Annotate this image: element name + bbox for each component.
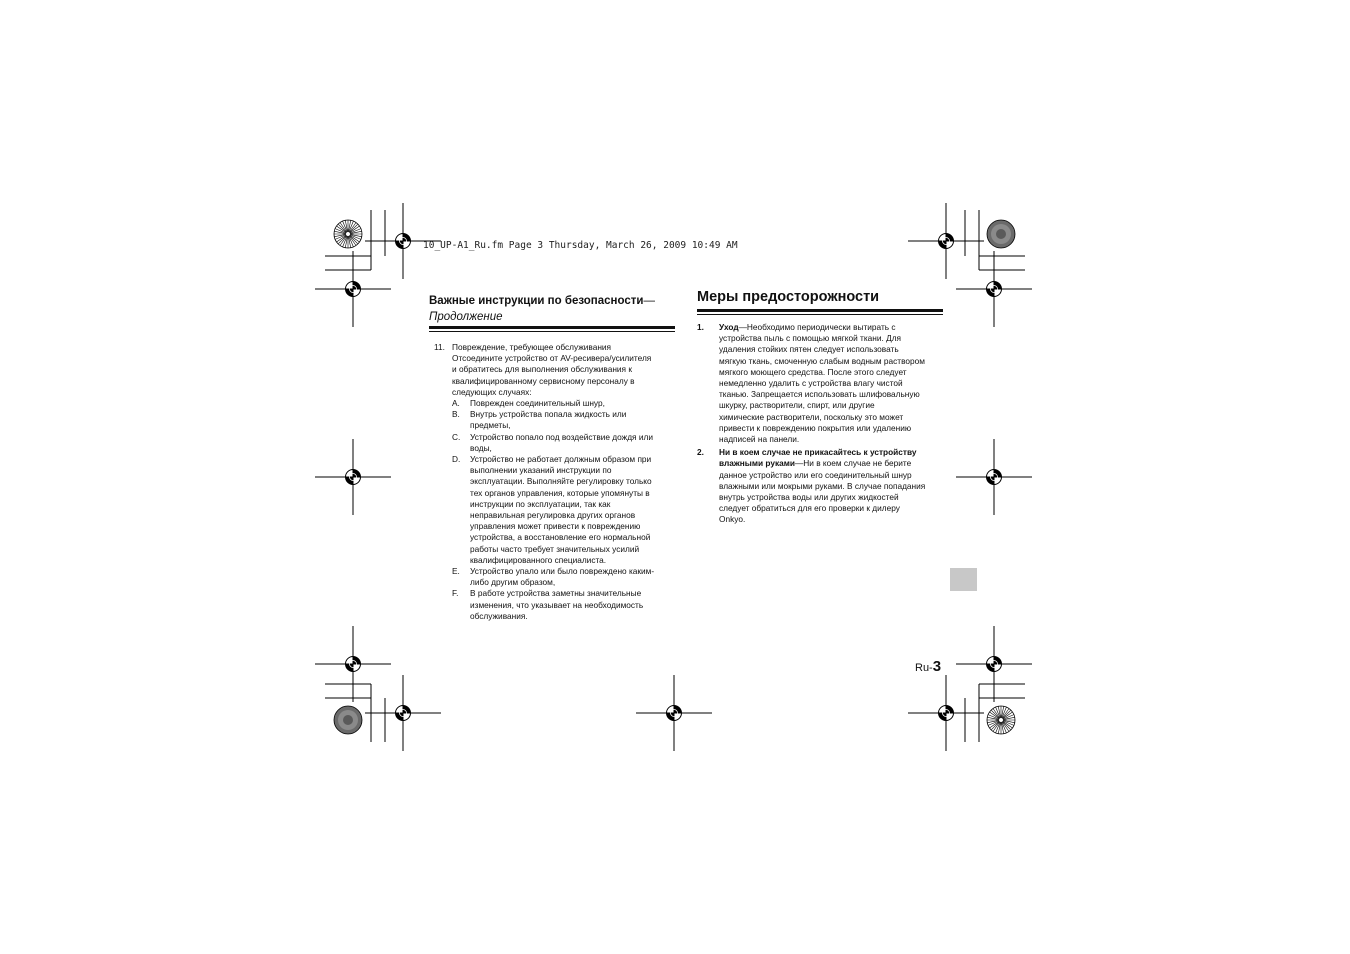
subitem-line: обслуживания. — [470, 610, 528, 621]
item-line: —Ни в коем случае не берите — [794, 458, 912, 469]
subitem-letter: F. — [452, 588, 459, 599]
left-title-rule-thick — [429, 326, 675, 329]
page-number-value: 3 — [932, 658, 942, 675]
subitem-line: либо другим образом, — [470, 577, 556, 588]
page-prefix: Ru- — [915, 662, 933, 674]
item-line: удаления стойких пятен следует использовать — [719, 344, 899, 355]
item-first-line — [719, 447, 925, 458]
item-line: привести к повреждению покрытия или удалению — [719, 422, 912, 433]
subitem-line: Устройство попало под воздействие дождя или — [470, 431, 653, 442]
item-line: следует обратиться для его проверки к дилеру — [719, 503, 900, 514]
item-lead: влажными руками — [719, 458, 795, 469]
subitem-d — [452, 454, 654, 566]
subitem-line: предметы, — [470, 420, 511, 431]
right-title-rule-thin — [697, 314, 943, 315]
item-body — [719, 447, 925, 525]
item-first-line — [719, 322, 925, 333]
item-line: следующих случаях: — [452, 386, 532, 397]
item-second-line — [719, 458, 925, 469]
service-instructions-list — [434, 342, 674, 622]
subitem-line: Внутрь устройства попала жидкость или — [470, 409, 627, 420]
item-number: 2. — [697, 447, 704, 458]
section-thumb-tab — [950, 568, 977, 591]
left-section-title — [429, 293, 675, 325]
subitem-letter: A. — [452, 398, 460, 409]
subitem-letter: B. — [452, 409, 460, 420]
subitem-line: неправильная регулировка других органов — [470, 510, 636, 521]
item-number: 11. — [434, 342, 445, 352]
item-line: влажными или мокрыми руками. В случае попадания — [719, 480, 926, 491]
subitem-line: квалифицированного специалиста. — [470, 554, 607, 565]
subitem-c — [452, 432, 654, 454]
item-line: Отсоедините устройство от AV-ресивера/усилителя — [452, 353, 652, 364]
item-line: шкурку, растворители, спирт, или другие — [719, 400, 875, 411]
item-lead: Уход — [719, 322, 739, 332]
item-lead: Ни в коем случае не прикасайтесь к устройству — [719, 447, 917, 458]
right-title-rule-thick — [697, 309, 943, 312]
item-number: 1. — [697, 322, 704, 332]
subitem-a — [452, 398, 654, 409]
subitem-letter: C. — [452, 431, 461, 442]
subitem-line: Поврежден соединительный шнур, — [470, 398, 605, 409]
subitem-line: Устройство не работает должным образом при — [470, 454, 652, 465]
item-line: внутрь устройства воды или других жидкостей — [719, 492, 899, 503]
item-line: химические растворители, поскольку это может — [719, 411, 904, 422]
subitem-b — [452, 409, 654, 431]
item-line: немедленно удалить с устройства влагу чистой — [719, 378, 903, 389]
subitem-line: изменения, что указывает на необходимость — [470, 599, 644, 610]
item-line: Onkyo. — [719, 514, 746, 525]
subitem-e — [452, 566, 654, 588]
item-line: квалифицированному сервисному персоналу в — [452, 375, 635, 386]
item-line: Повреждение, требующее обслуживания — [452, 342, 612, 352]
item-line: и обратитесь для выполнения обслуживания к — [452, 364, 632, 375]
subitem-f — [452, 588, 654, 622]
precautions-title: Меры предосторожности — [697, 289, 880, 305]
item-body — [452, 342, 654, 622]
subitem-line: управления может привести к повреждению — [470, 521, 641, 532]
subitem-letter: D. — [452, 454, 461, 465]
subitem-line: Устройство упало или было повреждено каким- — [470, 566, 655, 577]
file-info-line: 10_UP-A1_Ru.fm Page 3 Thursday, March 26, 2009 10:49 AM — [423, 240, 738, 251]
list-item-11 — [434, 342, 674, 622]
subitem-letter: E. — [452, 566, 460, 577]
item-line: —Необходимо периодически вытирать с — [738, 322, 896, 332]
title-dash: — — [643, 295, 655, 307]
subitem-line: выполнении указаний инструкции по — [470, 465, 612, 476]
precaution-item-care — [697, 322, 943, 445]
item-body — [719, 322, 925, 445]
item-line: данное устройство или его соединительный шнур — [719, 469, 912, 480]
subitem-line: работы часто требует значительных усилий — [470, 543, 640, 554]
precautions-list — [697, 322, 943, 526]
item-line: тканью. Запрещается использовать шлифовальную — [719, 389, 920, 400]
item-line: надписей на панели. — [719, 434, 800, 445]
precaution-item-wet-hands — [697, 447, 943, 525]
page-number — [915, 658, 941, 675]
subitem-line: эксплуатации. Выполняйте регулировку только — [470, 476, 652, 487]
left-title-rule-thin — [429, 331, 675, 332]
subitem-line: устройства, а восстановление его нормальной — [470, 532, 651, 543]
item-line: устройства пыль с помощью мягкой ткани. Для — [719, 333, 902, 344]
subitem-line: инструкции по эксплуатации, так как — [470, 498, 611, 509]
item-line: мягкую ткань, смоченную слабым водным раствором — [719, 355, 925, 366]
subitem-line: тех органов управления, которые упомянуты в — [470, 487, 650, 498]
continuation-label: Продолжение — [429, 311, 503, 323]
subitem-line: В работе устройства заметны значительные — [470, 588, 642, 599]
subitem-line: воды, — [470, 442, 492, 453]
safety-title-text: Важные инструкции по безопасности — [429, 295, 644, 307]
item-line: мягкого моющего средства. После этого следует — [719, 366, 907, 377]
